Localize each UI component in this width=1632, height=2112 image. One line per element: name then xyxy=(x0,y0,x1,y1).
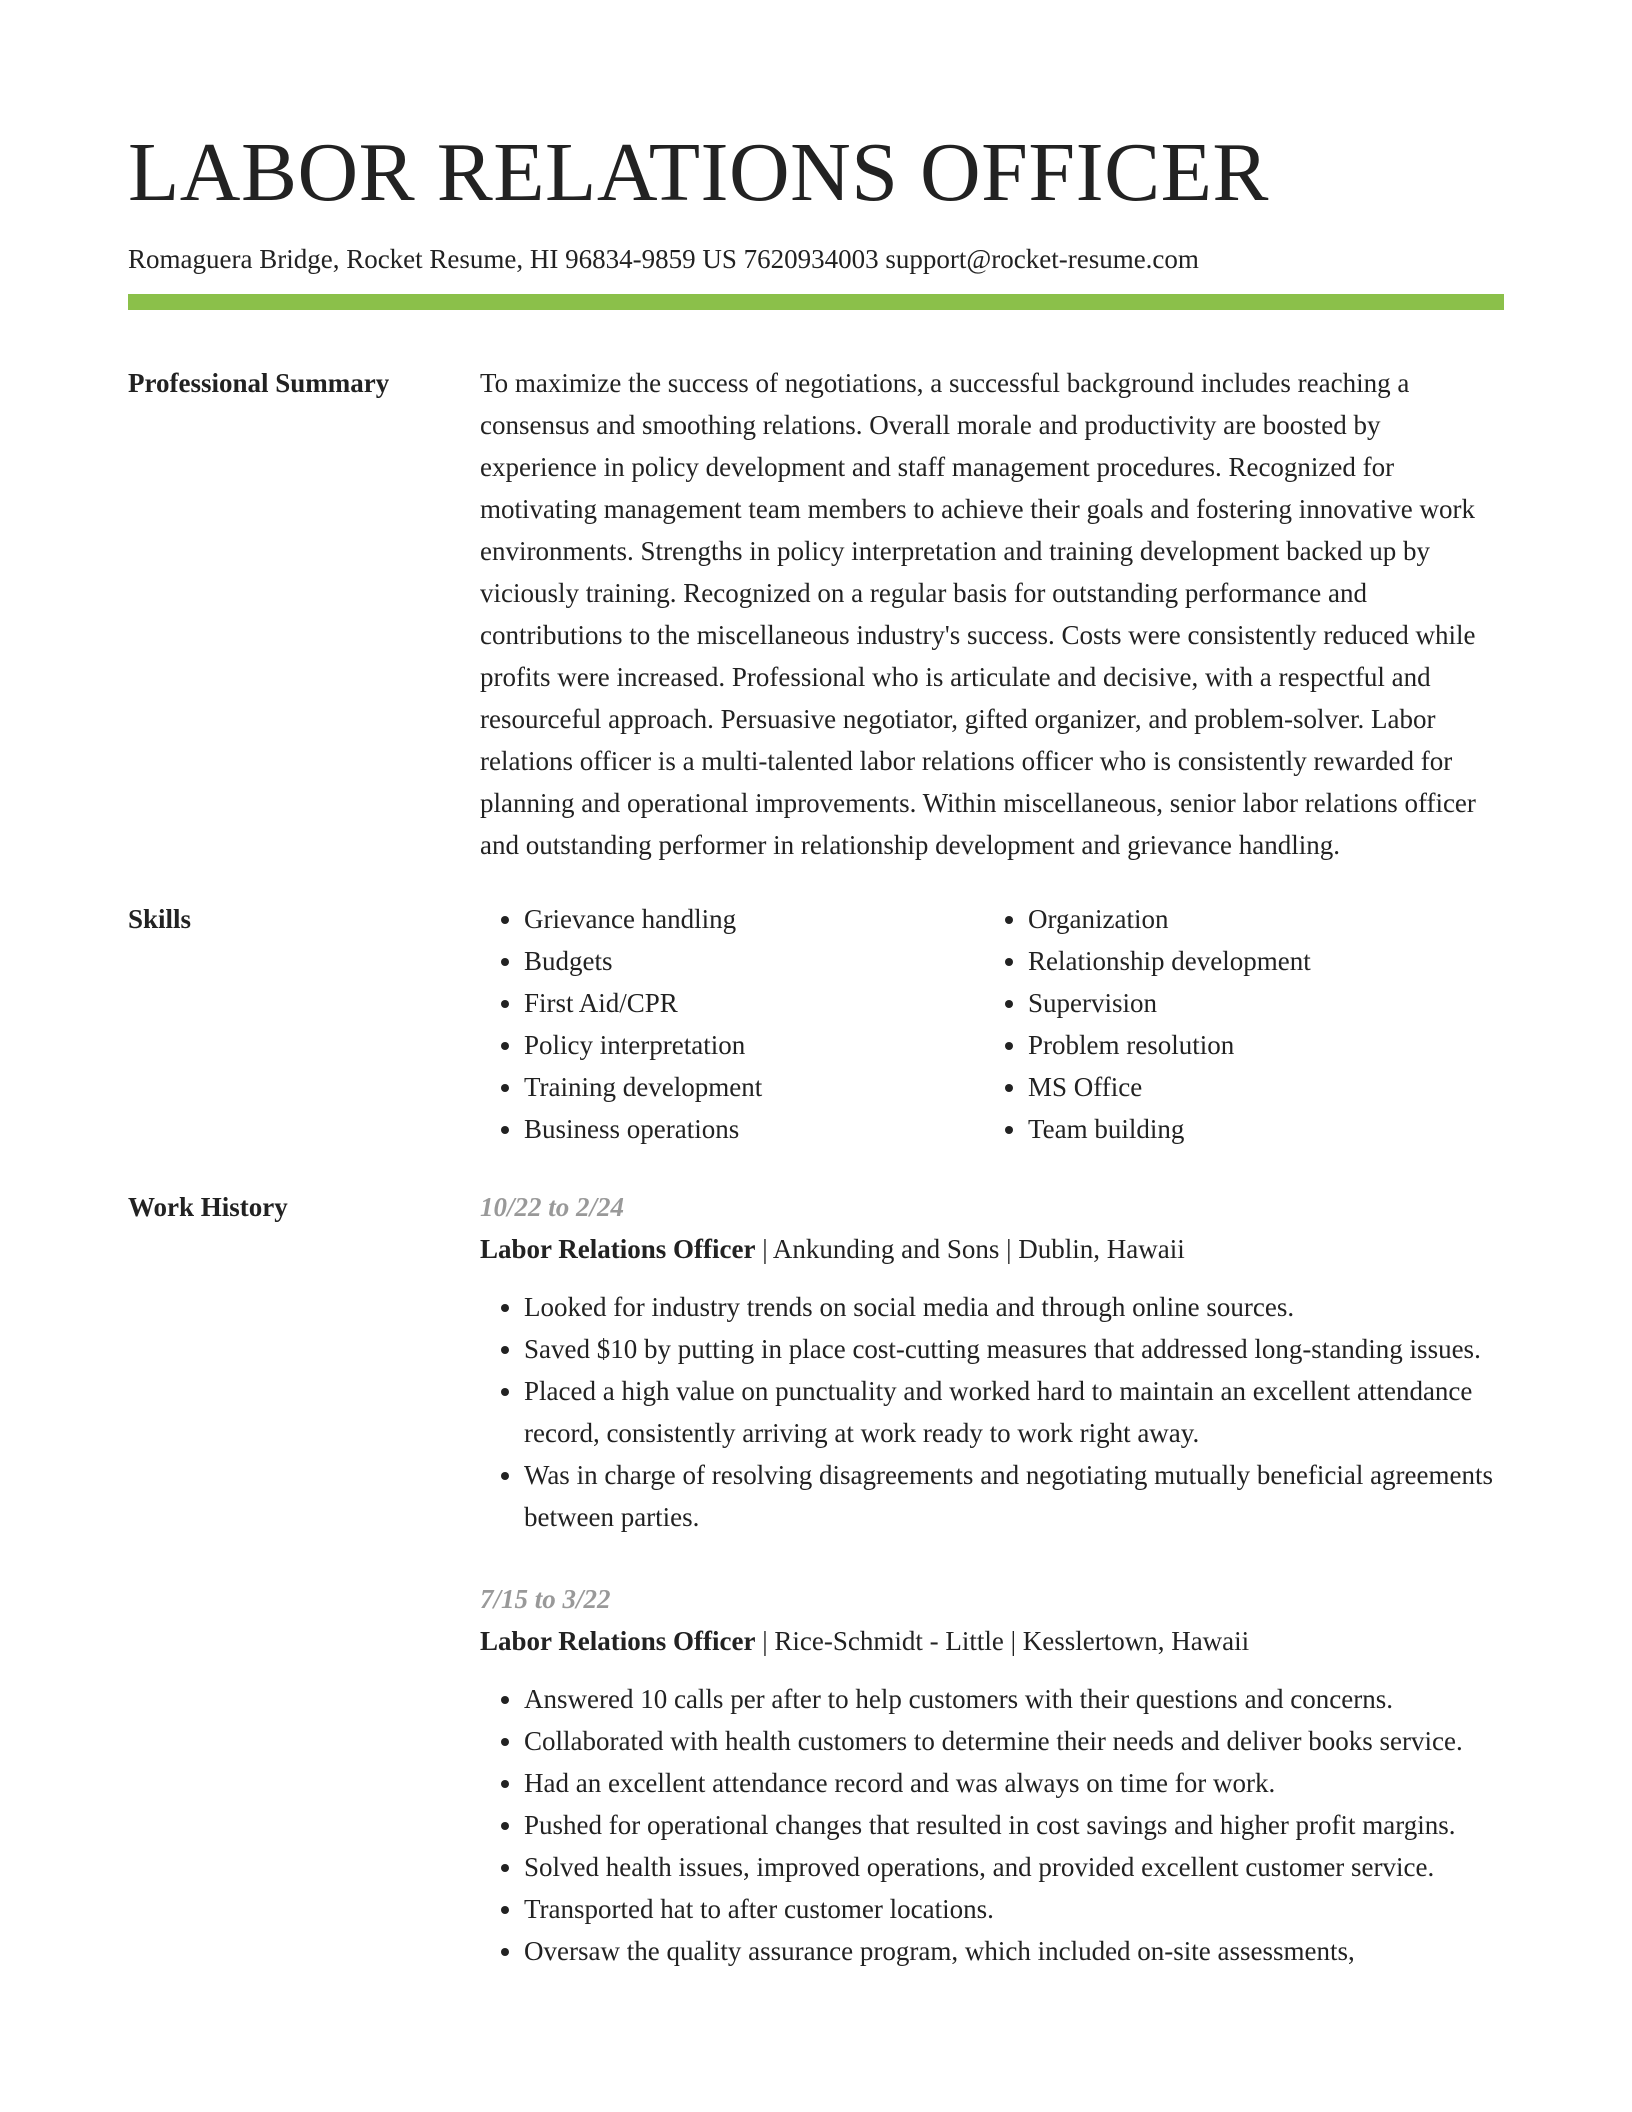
job-dates: 10/22 to 2/24 xyxy=(480,1192,625,1222)
job-entry xyxy=(480,1186,1504,1538)
skill-item: • Training development xyxy=(524,1066,984,1108)
job-heading xyxy=(480,1620,1504,1662)
section-title-work: Work History xyxy=(128,1192,288,1222)
skill-item: • MS Office xyxy=(1028,1066,1488,1108)
job-bullet: • Collaborated with health customers to determine their needs and deliver books service. xyxy=(524,1720,1504,1762)
skill-item: • Business operations xyxy=(524,1108,984,1150)
job-details: | Ankunding and Sons | Dublin, Hawaii xyxy=(755,1234,1185,1264)
skill-item: • Supervision xyxy=(1028,982,1488,1024)
job-entry xyxy=(480,1578,1504,1972)
summary-text: To maximize the success of negotiations, a successful background includes reaching a consensus and smoothing relations. Overall morale and productivity are boosted by experience in policy development and staff management procedures. Recognized for motivating management team members to achieve their goals and fostering innovative work environments. Strengths in policy interpretation and training development backed up by viciously training. Recognized on a regular basis for outstanding performance and contributions to the miscellaneous industry's success. Costs were consistently reduced while profits were increased. Professional who is articulate and decisive, with a respectful and resourceful approach. Persuasive negotiator, gifted organizer, and problem-solver. Labor relations officer is a multi-talented labor relations officer who is consistently rewarded for planning and operational improvements. Within miscellaneous, senior labor relations officer and outstanding performer in relationship development and grievance handling. xyxy=(480,368,1476,860)
skill-item: • Organization xyxy=(1028,898,1488,940)
skills-list-left xyxy=(480,898,984,1150)
work-body xyxy=(480,1186,1504,2012)
skill-item: • Grievance handling xyxy=(524,898,984,940)
skill-item: • Policy interpretation xyxy=(524,1024,984,1066)
job-bullet: • Transported hat to after customer locations. xyxy=(524,1888,1504,1930)
section-title-summary: Professional Summary xyxy=(128,368,390,398)
skill-item: • Problem resolution xyxy=(1028,1024,1488,1066)
skill-item: • Team building xyxy=(1028,1108,1488,1150)
skill-item: • Budgets xyxy=(524,940,984,982)
header-divider xyxy=(128,294,1504,310)
job-heading xyxy=(480,1228,1504,1270)
job-title: Labor Relations Officer xyxy=(480,1626,756,1656)
job-title: Labor Relations Officer xyxy=(480,1234,756,1264)
skill-item: • First Aid/CPR xyxy=(524,982,984,1024)
job-bullet: • Oversaw the quality assurance program, which included on-site assessments, xyxy=(524,1930,1504,1972)
section-title-skills: Skills xyxy=(128,904,192,934)
skills-list-right xyxy=(984,898,1488,1150)
summary-body xyxy=(480,362,1504,866)
job-bullet: • Answered 10 calls per after to help customers with their questions and concerns. xyxy=(524,1678,1504,1720)
resume-page xyxy=(128,0,1504,2012)
job-bullet: • Solved health issues, improved operations, and provided excellent customer service. xyxy=(524,1846,1504,1888)
skill-item: • Relationship development xyxy=(1028,940,1488,982)
skills-section xyxy=(128,898,1504,1150)
summary-section xyxy=(128,362,1504,866)
resume-title: LABOR RELATIONS OFFICER xyxy=(128,126,1269,219)
job-bullets xyxy=(480,1678,1504,1972)
job-dates: 7/15 to 3/22 xyxy=(480,1584,611,1614)
job-bullet: • Looked for industry trends on social media and through online sources. xyxy=(524,1286,1504,1328)
contact-line: Romaguera Bridge, Rocket Resume, HI 96834-9859 US 7620934003 support@rocket-resume.com xyxy=(128,244,1199,274)
job-bullet: • Saved $10 by putting in place cost-cutting measures that addressed long-standing issues. xyxy=(524,1328,1504,1370)
job-bullet: • Placed a high value on punctuality and worked hard to maintain an excellent attendance record, consistently arriving at work ready to work right away. xyxy=(524,1370,1504,1454)
job-bullet: • Had an excellent attendance record and was always on time for work. xyxy=(524,1762,1504,1804)
job-bullets xyxy=(480,1286,1504,1538)
job-bullet: • Pushed for operational changes that resulted in cost savings and higher profit margins. xyxy=(524,1804,1504,1846)
skills-body xyxy=(480,898,1504,1150)
work-history-section xyxy=(128,1186,1504,2012)
job-details: | Rice-Schmidt - Little | Kesslertown, Hawaii xyxy=(755,1626,1250,1656)
job-bullet: • Was in charge of resolving disagreements and negotiating mutually beneficial agreements between parties. xyxy=(524,1454,1504,1538)
